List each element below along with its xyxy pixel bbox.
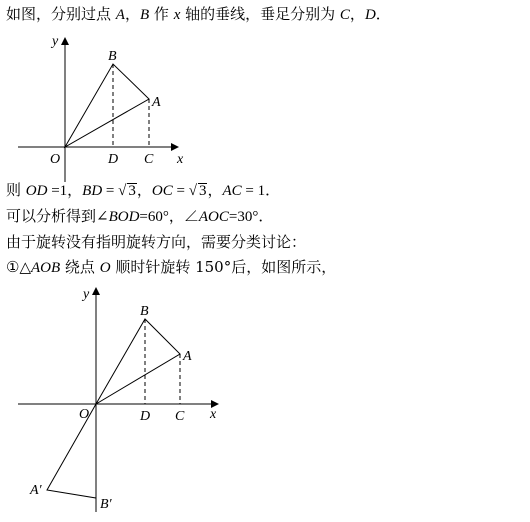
sqrt-value: 3 (198, 183, 207, 199)
figure-2 (18, 287, 218, 512)
b-prime-label: B′ (100, 497, 112, 512)
text: = 1． (241, 183, 281, 199)
segment-ac: AC (222, 183, 242, 199)
text: 则 (6, 181, 26, 199)
c-label: C (175, 409, 185, 424)
text: = (102, 183, 119, 199)
x-label: x (177, 152, 184, 167)
a-label: A (183, 349, 192, 364)
y-label: y (52, 34, 59, 49)
x-axis-label: x (173, 7, 181, 23)
text: =60°，∠ (139, 209, 199, 225)
point-a-label: A (115, 7, 125, 23)
text: ， (207, 181, 223, 199)
angle-bod: BOD (108, 209, 140, 225)
text: ， (136, 181, 152, 199)
point-d-label: D (364, 7, 376, 23)
text: =1， (47, 183, 83, 199)
point-c-label: C (339, 7, 350, 23)
sqrt-value: 3 (128, 183, 136, 199)
point-b-label: B (139, 7, 150, 23)
a-prime-label: A′ (30, 483, 42, 498)
segment-od: OD (25, 183, 48, 199)
x-label: x (210, 407, 217, 422)
text: ， (124, 5, 140, 23)
text: 顺时针旋转 150°后，如图所示， (110, 258, 337, 276)
text: ， (349, 5, 365, 23)
text: 可以分析得到∠ (6, 207, 109, 225)
sqrt-symbol: √ (118, 183, 127, 199)
text: ①△ (6, 258, 31, 276)
triangle-oab (96, 319, 180, 404)
figure-1 (18, 34, 184, 182)
o-label: O (50, 152, 61, 167)
text: 由于旋转没有指明旋转方向，需要分类讨论： (6, 233, 307, 251)
triangle-aob: AOB (30, 260, 61, 276)
a-label: A (152, 95, 161, 110)
text: 如图，分别过点 (6, 5, 116, 23)
c-label: C (144, 152, 154, 167)
o-label: O (79, 407, 90, 422)
text: =30°． (228, 209, 274, 225)
b-label: B (140, 304, 149, 319)
segment-oc: OC (151, 183, 173, 199)
d-label: D (140, 409, 151, 424)
text: 轴的垂线，垂足分别为 (180, 5, 340, 23)
y-label: y (83, 287, 90, 302)
sqrt-symbol: √ (188, 183, 197, 199)
segment-bd: BD (82, 183, 103, 199)
angle-aoc: AOC (198, 209, 229, 225)
text: = (172, 183, 189, 199)
text: 绕点 (60, 258, 100, 276)
d-label: D (108, 152, 119, 167)
triangle-oab (65, 64, 149, 147)
text: ． (375, 5, 391, 23)
b-label: B (108, 49, 117, 64)
text: 作 (149, 5, 174, 23)
point-o-label: O (99, 260, 111, 276)
